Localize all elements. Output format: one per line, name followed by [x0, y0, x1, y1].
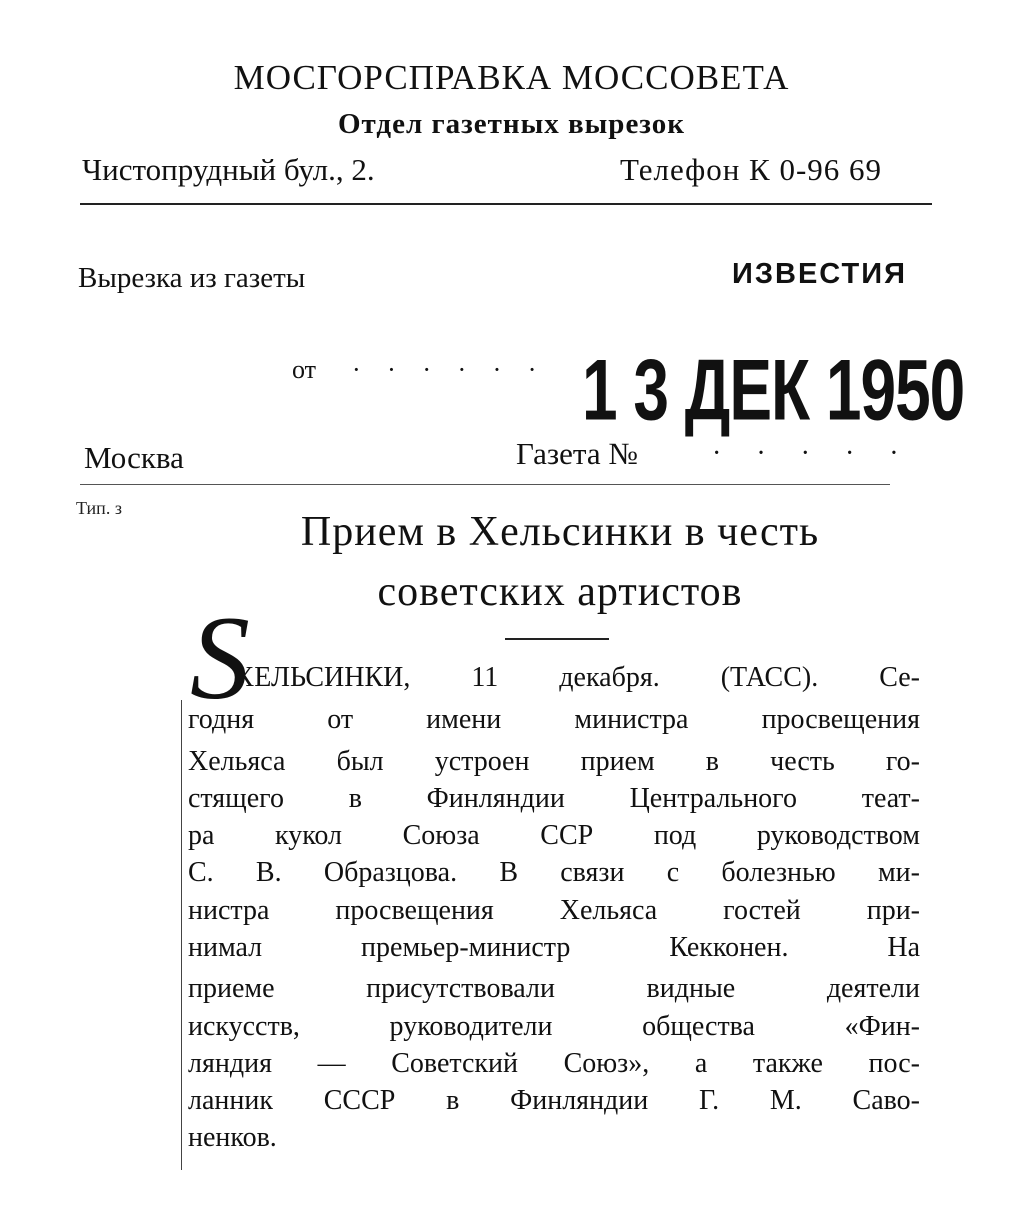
article-body-line: Хельяса был устроен прием в честь го-: [188, 746, 920, 777]
article-body-line: ланник СССР в Финляндии Г. М. Саво-: [188, 1085, 920, 1116]
column-border: [181, 700, 182, 1170]
article-body-line: стящего в Финляндии Центрального теат-: [188, 783, 920, 814]
article-body-line: ХЕЛЬСИНКИ, 11 декабря. (ТАСС). Се-: [234, 662, 920, 693]
article-dropcap: S: [190, 591, 250, 724]
city-label: Москва: [84, 440, 184, 475]
newspaper-number-dots: · · · · ·: [712, 438, 913, 469]
organization-phone: Телефон К 0-96 69: [620, 152, 883, 187]
department-name: Отдел газетных вырезок: [337, 108, 686, 140]
date-prefix: от: [292, 355, 317, 384]
date-stamp: 1 3 ДЕК 1950: [582, 341, 965, 439]
printer-mark: Тип. з: [76, 498, 122, 518]
article-body-line: годня от имени министра просвещения: [188, 704, 920, 735]
headline-rule: [505, 638, 609, 640]
date-dots: · · · · · ·: [352, 355, 547, 384]
organization-name: МОСГОРСПРАВКА МОССОВЕТА: [233, 58, 790, 97]
article-body-line: ра кукол Союза ССР под руководством: [188, 820, 920, 851]
article-body-line: С. В. Образцова. В связи с болезнью ми-: [188, 857, 920, 888]
article-headline-line-2: советских артистов: [377, 569, 743, 615]
article-body-line: приеме присутствовали видные деятели: [188, 973, 920, 1004]
newspaper-name: ИЗВЕСТИЯ: [732, 258, 907, 290]
clipping-label: Вырезка из газеты: [78, 262, 306, 294]
article-body-line: ляндия — Советский Союз», а также пос-: [188, 1048, 920, 1079]
article-headline-line-1: Прием в Хельсинки в честь: [300, 509, 820, 555]
header-divider: [80, 203, 932, 205]
article-body-line: нимал премьер-министр Кекконен. На: [188, 932, 920, 963]
article-body-line: нистра просвещения Хельяса гостей при-: [188, 895, 920, 926]
form-divider: [80, 484, 890, 485]
article-body-line: ненков.: [188, 1122, 277, 1153]
newspaper-number-label: Газета №: [516, 436, 638, 471]
article-body-line: искусств, руководители общества «Фин-: [188, 1011, 920, 1042]
organization-address: Чистопрудный бул., 2.: [82, 152, 375, 187]
